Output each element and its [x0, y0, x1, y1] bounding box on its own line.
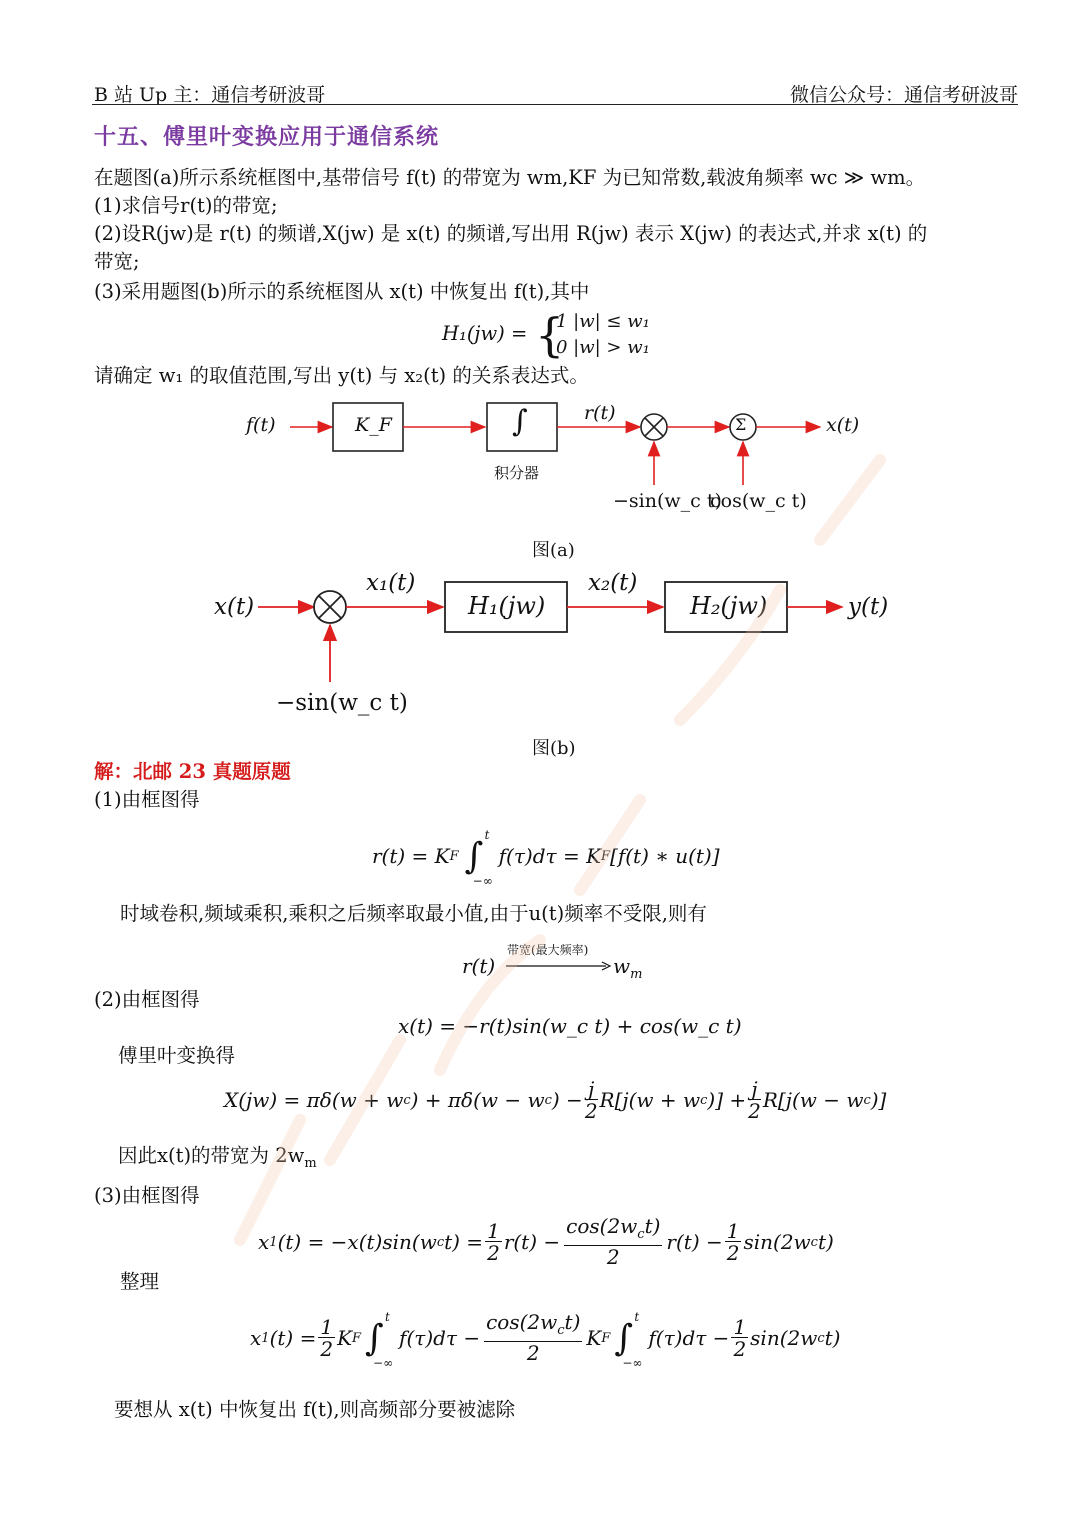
integral-symbol: ∫ — [512, 404, 528, 439]
figure-a-caption: 图(a) — [532, 540, 575, 561]
bandwidth-arrow — [506, 960, 612, 972]
problem-intro: 在题图(a)所示系统框图中,基带信号 f(t) 的带宽为 wm,KF 为已知常数,载波角频率 wc ≫ wm。 — [94, 166, 926, 189]
arrow-label: 带宽(最大频率) — [507, 943, 589, 957]
tidy-label: 整理 — [120, 1270, 160, 1293]
integrator-label: 积分器 — [494, 464, 540, 482]
h1-brace: { — [535, 308, 565, 362]
fig-b-output-label: y(t) — [848, 594, 889, 620]
h1-block-label: H₁(jw) — [468, 592, 546, 620]
question-1: (1)求信号r(t)的带宽; — [94, 194, 278, 217]
section-title: 十五、傅里叶变换应用于通信系统 — [94, 124, 440, 150]
fourier-label: 傅里叶变换得 — [118, 1044, 236, 1067]
fig-b-x2-label: x₂(t) — [588, 570, 638, 596]
solution-part-2: (2)由框图得 — [94, 988, 200, 1011]
h1-case-1: 1 |w| ≤ w₁ — [556, 311, 650, 332]
bandwidth-conclusion: 因此x(t)的带宽为 $2w_m$ — [118, 1144, 317, 1171]
fig-b-input-label: x(t) — [214, 594, 255, 620]
eq-x1-integral: x 1 (t) = $\frac{1}{2}$ K F ∫ t −∞ f(τ)dτ − $\frac{\cos(2w_ct)}{2}$ K F ∫ t −∞ f(τ)dτ − $\frac{1}{2}$ sin(2w c t) — [250, 1309, 841, 1370]
eq-X-spectrum: X(jw) = πδ(w + w c ) + πδ(w − w c ) − $\frac{j}{2}$ R[j(w + w c )] + $\frac{j}{2}$ R[j(w − w c )] — [224, 1076, 887, 1123]
h1-lhs: H₁(jw) = — [442, 322, 528, 345]
solution-heading: 解：北邮 23 真题原题 — [94, 760, 291, 783]
solution-part-1: (1)由框图得 — [94, 788, 200, 811]
fig-a-carrier-sin: −sin(w_c t) — [613, 490, 722, 512]
arrow-right: $w_m$ — [613, 954, 643, 982]
header-right: 微信公众号：通信考研波哥 — [789, 84, 1018, 106]
fig-a-r-label: r(t) — [584, 402, 616, 424]
fig-a-input-label: f(t) — [246, 414, 276, 436]
fig-a-gain-label: K_F — [355, 414, 392, 436]
fig-b-x1-label: x₁(t) — [366, 570, 416, 596]
sum-symbol: Σ — [735, 415, 747, 434]
question-2-line2: 带宽; — [94, 250, 140, 273]
fig-a-carrier-cos: cos(w_c t) — [710, 490, 807, 512]
header-left: B 站 Up 主：通信考研波哥 — [94, 84, 326, 106]
h2-block-label: H₂(jw) — [690, 592, 768, 620]
figure-b-diagram — [200, 570, 900, 700]
question-3: (3)采用题图(b)所示的系统框图从 x(t) 中恢复出 f(t),其中 — [94, 280, 590, 303]
question-2-line1: (2)设R(jw)是 r(t) 的频谱,X(jw) 是 x(t) 的频谱,写出用 R(jw) 表示 X(jw) 的表达式,并求 x(t) 的 — [94, 222, 928, 245]
final-note: 要想从 x(t) 中恢复出 f(t),则高频部分要被滤除 — [114, 1398, 516, 1421]
eq-r-integral: r(t) = K F ∫ t −∞ f(τ)dτ = K F [f(t) ∗ u(t)] — [372, 827, 720, 888]
fig-b-carrier: −sin(w_c t) — [276, 690, 408, 716]
figure-b-caption: 图(b) — [532, 738, 576, 759]
eq-x: x(t) = −r(t)sin(w_c t) + cos(w_c t) — [398, 1014, 742, 1038]
convolution-note: 时域卷积,频域乘积,乘积之后频率取最小值,由于u(t)频率不受限,则有 — [120, 902, 707, 925]
header-rule — [92, 104, 1018, 105]
question-3-tail: 请确定 w₁ 的取值范围,写出 y(t) 与 x₂(t) 的关系表达式。 — [94, 364, 589, 387]
arrow-left: r(t) — [462, 954, 496, 978]
solution-part-3: (3)由框图得 — [94, 1184, 200, 1207]
fig-a-output-label: x(t) — [826, 414, 860, 436]
h1-case-2: 0 |w| > w₁ — [556, 337, 650, 358]
eq-x1-expanded: x 1 (t) = −x(t)sin(w c t) = $\frac{1}{2}$ r(t) − $\frac{\cos(2w_ct)}{2}$ r(t) − $\frac{1}{2}$ sin(2w c t) — [258, 1214, 834, 1269]
